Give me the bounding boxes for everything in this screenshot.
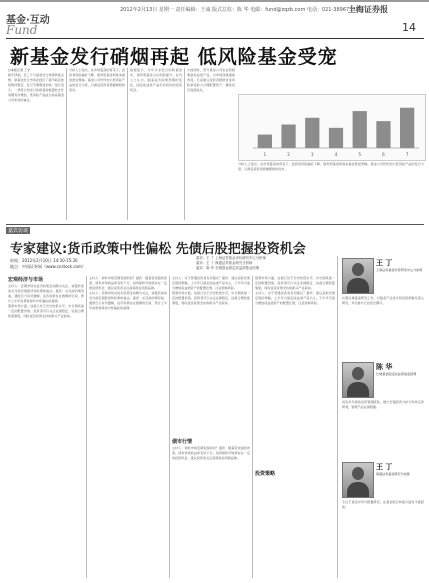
article-text: 分析人士指出，在市场震荡的背景下，投资者风险偏好下降，债券型基金和保本基金更受青睐。基金公司纷纷加大低风险产品的发行力度，以满足投资者稳健理财的需求。 (69, 68, 125, 92)
interview-text: 股票市场方面，估值已处于历史较低水平，中长期具备一定的配置价值。投资者可以关注业绩稳定、估值合理的蓝筹股，同时留意政策支持的新兴产业板块。 (172, 291, 250, 305)
interview-headline: 专家建议:货币政策中性偏松 先债后股把握投资机会 (10, 242, 306, 257)
column-divider (252, 276, 253, 578)
portrait-head (352, 467, 364, 480)
chart-tick-label: 4 (334, 152, 338, 157)
profile-3-text (342, 500, 424, 576)
chart-bar (329, 128, 343, 148)
subhead-macro: 宏观经济与市场 (8, 277, 44, 283)
column-divider (184, 68, 185, 220)
column-divider (86, 276, 87, 578)
interview-text: 股票市场方面，估值已处于历史较低水平，中长期具备一定的配置价值。投资者可以关注业绩稳定、估值合理的蓝筹股，同时留意政策支持的新兴产业板块。 (255, 276, 335, 290)
guest-photo-1 (342, 258, 374, 294)
chart-tick-label: 3 (311, 152, 314, 157)
profile-name: 长城基金固定收益部基金经理 (376, 372, 417, 376)
interview-text: 主持人：债券市场近期表现如何？嘉宾：随着资金面的改善，债券市场收益率有所下行，信用债和可转债存在一定的投资机会，建议投资者关注高等级信用债品种。 (89, 276, 167, 290)
profile-1-name (376, 268, 424, 296)
article-column-4 (187, 68, 235, 220)
column-divider (127, 68, 128, 220)
chart-caption-text (238, 162, 424, 220)
subhead-strategy: 投资策略 (255, 471, 276, 477)
guest-photo-3 (342, 462, 374, 498)
article-column-2 (69, 68, 125, 220)
chart-bar (305, 118, 319, 148)
interview-column-2 (89, 276, 167, 578)
profile-text: 长期从事基金研究工作，对基金产品设计和投资策略有深入研究，多次参与行业报告撰写。 (342, 296, 424, 305)
profile-text: 具有多年债券投资管理经验，擅长宏观经济分析与利率走势研判，管理产品业绩稳健。 (342, 400, 424, 409)
interview-text: 主持人：债券市场近期表现如何？嘉宾：随着资金面的改善，债券市场收益率有所下行，信用债和可转债存在一定的投资机会，建议投资者关注高等级信用债品种。 (172, 446, 250, 460)
section-title: 基金·互动 (6, 15, 50, 26)
chart-tick-label: 1 (263, 152, 267, 157)
article-text: 与此同时，部分基金公司也在积极筹备权益类产品，为市场回暖提前布局。专家建议投资者根据自身风险承受能力合理配置资产，避免盲目追逐热点。 (187, 68, 235, 92)
interview-column-1 (8, 284, 84, 578)
section-divider (6, 224, 424, 225)
guest-item: 嘉宾：王 丁 海通证券基金研究分析师 (196, 261, 253, 265)
portrait-body (347, 482, 369, 497)
interview-column-4 (255, 276, 335, 578)
column-divider (169, 276, 170, 578)
column-divider (66, 68, 67, 220)
chart-bar (376, 121, 390, 148)
guest-item: 嘉宾：王 丁 上海证券基金评价研究中心分析师 (196, 256, 266, 260)
sidebar-divider (337, 256, 338, 578)
interview-text: 股票市场方面，估值已处于历史较低水平，中长期具备一定的配置价值。投资者可以关注业绩稳定、估值合理的蓝筹股，同时留意政策支持的新兴产业板块。 (8, 304, 84, 318)
article-column-1 (8, 68, 64, 220)
interview-text: 主持人：近期市场对货币政策走向颇为关注，请嘉宾谈谈对当前宏观经济和政策的看法。嘉宾：从目前的情况看，通胀压力有所缓解，货币政策存在微调的空间，预计上半年政策将保持中性偏松的基调。 (8, 284, 84, 303)
profile-name: 海通证券基金研究分析师 (376, 472, 411, 476)
interview-text: 主持人：对于普通投资者有何建议？嘉宾：建议采取先债后股的策略，上半年以固定收益类产品为主，下半年可适当增加权益类资产的配置比例，注意控制风险。 (172, 276, 250, 290)
profile-1-text (342, 296, 424, 356)
interview-time: 时间：2012年2月10日 14:30-15:30 (10, 258, 78, 263)
profile-1-title: 王 丁 (376, 259, 393, 267)
chart-bar (400, 108, 414, 148)
profile-2-title: 陈 华 (376, 363, 393, 371)
chart-tick-label: 2 (287, 152, 290, 157)
chart-bar (281, 125, 295, 149)
profile-2-name (376, 372, 424, 398)
profile-text: 专注于基金评价与配置研究，在基金组合构建方面有丰富经验。 (342, 500, 424, 509)
article-text: 新年伊始，近三个月基金发行热情再度点燃。新基金发行市场在经历了春节前后的短暂休整后，发行节奏明显加快。统计显示，一季度计划发行的新基金数量较去年同期有所增加，低风险产品成为各家基金公司布局的重点。 (8, 73, 64, 102)
profile-3-name (376, 472, 424, 498)
chart-tick-label: 6 (382, 152, 385, 157)
subhead-bond: 债市行情 (172, 439, 193, 445)
byline: ○本报记者 丁宁 (8, 68, 31, 72)
portrait-body (347, 278, 369, 293)
interview-box-label: 嘉宾访谈 (8, 228, 29, 234)
chart-bar (353, 111, 367, 148)
top-rule (0, 0, 429, 2)
profile-3-title: 王 丁 (376, 463, 393, 471)
profile-2-text (342, 400, 424, 456)
interview-column-3 (172, 276, 250, 436)
portrait-head (352, 367, 364, 380)
chart-tick-label: 7 (405, 152, 409, 157)
article-column-3 (130, 68, 182, 220)
guest-item: 嘉宾：陈 华 长城基金固定收益部基金经理 (196, 266, 260, 270)
bar-chart (239, 95, 425, 160)
portrait-head (352, 263, 364, 276)
interview-text: 主持人：对于普通投资者有何建议？嘉宾：建议采取先债后股的策略，上半年以固定收益类产品为主，下半年可适当增加权益类资产的配置比例，注意控制风险。 (255, 291, 335, 305)
page-number: 14 (402, 21, 416, 34)
article-text: 数据显示，今年以来发行的新基金中，债券型基金占比明显提升。业内人士认为，随着货币政策预期的变化，固定收益类产品仍有较好的投资机会。 (130, 68, 182, 92)
article-text: 分析人士指出，在市场震荡的背景下，投资者风险偏好下降，债券型基金和保本基金更受青睐。基金公司纷纷加大低风险产品的发行力度，以满足投资者稳健理财的需求。 (238, 162, 424, 171)
profile-name: 上海证券基金评价研究中心分析师 (376, 268, 423, 272)
header-date-line: 2012年2月13日 星期一 责任编辑：王诚 版式总监：陈 华 电邮：fund@zqzb.com 电话：021-38967538 (120, 7, 359, 13)
chart-bar (258, 135, 272, 148)
header-divider (6, 38, 424, 39)
section-fund-label: Fund (6, 23, 38, 37)
main-headline: 新基金发行硝烟再起 低风险基金受宠 (10, 46, 338, 68)
article-chart (238, 94, 426, 161)
portrait-body (347, 382, 369, 397)
guest-photo-2 (342, 362, 374, 398)
chart-tick-label: 5 (358, 152, 361, 157)
interview-site: 地点：中国证券网（www.cnstock.com） (10, 264, 86, 269)
interview-text: 主持人：近期市场对货币政策走向颇为关注，请嘉宾谈谈对当前宏观经济和政策的看法。嘉宾：从目前的情况看，通胀压力有所缓解，货币政策存在微调的空间，预计上半年政策将保持中性偏松的基调。 (89, 291, 167, 310)
newspaper-brand: 上海证券报 (348, 4, 388, 14)
interview-column-3b (172, 446, 250, 578)
